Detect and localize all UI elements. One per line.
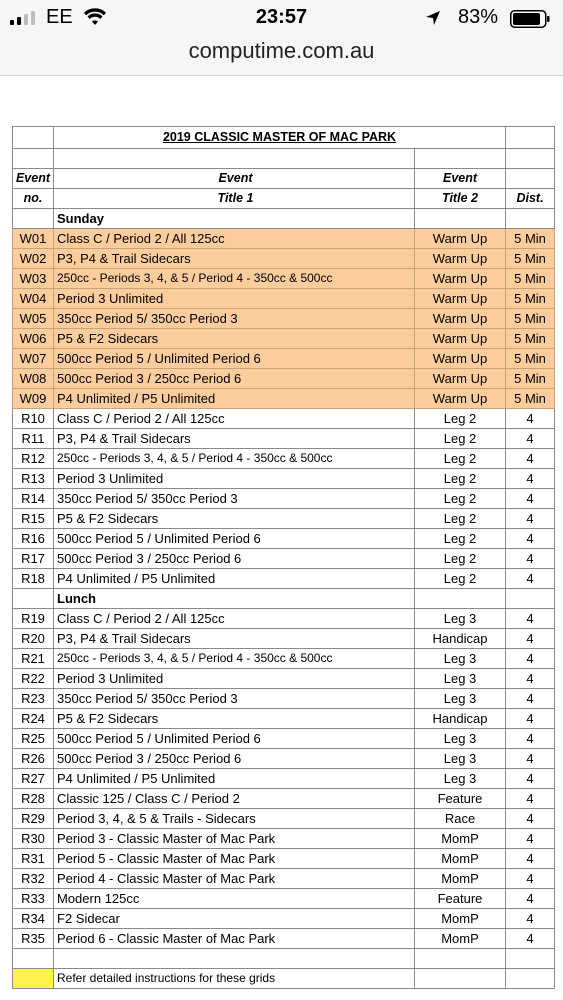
table-title: 2019 CLASSIC MASTER OF MAC PARK — [54, 127, 506, 149]
event-number-cell: R10 — [13, 409, 54, 429]
event-number-cell: R35 — [13, 929, 54, 949]
event-title2-cell: Warm Up — [415, 369, 506, 389]
event-title1-cell: Modern 125cc — [54, 889, 415, 909]
event-title1-cell: Period 3 Unlimited — [54, 289, 415, 309]
event-distance-cell: 4 — [506, 609, 555, 629]
event-number-cell: W01 — [13, 229, 54, 249]
event-number-cell: R30 — [13, 829, 54, 849]
header-title1: Event — [54, 169, 415, 189]
event-distance-cell: 4 — [506, 629, 555, 649]
event-title1-cell: P5 & F2 Sidecars — [54, 329, 415, 349]
event-number-cell: R18 — [13, 569, 54, 589]
battery-icon — [510, 10, 550, 28]
event-number-cell: R16 — [13, 529, 54, 549]
event-number-cell: R12 — [13, 449, 54, 469]
event-title2-cell: Leg 3 — [415, 669, 506, 689]
status-bar — [0, 0, 563, 36]
table-row — [13, 509, 555, 529]
event-title1-cell: 500cc Period 3 / 250cc Period 6 — [54, 549, 415, 569]
event-title1-cell: 500cc Period 3 / 250cc Period 6 — [54, 749, 415, 769]
table-row — [13, 669, 555, 689]
event-title2-cell: Leg 2 — [415, 489, 506, 509]
event-number-cell: W08 — [13, 369, 54, 389]
event-number-cell: W07 — [13, 349, 54, 369]
table-row — [13, 569, 555, 589]
event-number-cell: W03 — [13, 269, 54, 289]
event-distance-cell: 5 Min — [506, 289, 555, 309]
table-row — [13, 809, 555, 829]
header-title2: Event — [415, 169, 506, 189]
table-row — [13, 249, 555, 269]
blank-row — [13, 149, 555, 169]
event-title1-cell: F2 Sidecar — [54, 909, 415, 929]
event-distance-cell: 5 Min — [506, 369, 555, 389]
event-title1-cell: Period 5 - Classic Master of Mac Park — [54, 849, 415, 869]
event-distance-cell: 5 Min — [506, 389, 555, 409]
legend-text: Refer detailed instructions for these grids — [54, 969, 415, 989]
event-title2-cell: Warm Up — [415, 289, 506, 309]
table-row — [13, 649, 555, 669]
event-number-cell: R34 — [13, 909, 54, 929]
event-title2-cell: Leg 3 — [415, 729, 506, 749]
event-number-cell: W05 — [13, 309, 54, 329]
legend-color-swatch — [13, 969, 54, 989]
event-title1-cell: P3, P4 & Trail Sidecars — [54, 629, 415, 649]
event-title1-cell: 250cc - Periods 3, 4, & 5 / Period 4 - 350cc & 500cc — [54, 269, 415, 289]
event-distance-cell: 4 — [506, 429, 555, 449]
event-distance-cell: 4 — [506, 489, 555, 509]
header-event-no: Event — [13, 169, 54, 189]
event-number-cell: R17 — [13, 549, 54, 569]
event-title1-cell: Class C / Period 2 / All 125cc — [54, 409, 415, 429]
event-title1-cell: 500cc Period 5 / Unlimited Period 6 — [54, 349, 415, 369]
section-row-lunch — [13, 589, 555, 609]
event-title1-cell: Period 3 Unlimited — [54, 669, 415, 689]
event-distance-cell: 4 — [506, 529, 555, 549]
event-title1-cell: 250cc - Periods 3, 4, & 5 / Period 4 - 350cc & 500cc — [54, 449, 415, 469]
table-row — [13, 229, 555, 249]
event-title1-cell: P5 & F2 Sidecars — [54, 709, 415, 729]
header-row-2 — [13, 189, 555, 209]
event-distance-cell: 4 — [506, 929, 555, 949]
event-distance-cell: 4 — [506, 729, 555, 749]
event-title1-cell: 500cc Period 5 / Unlimited Period 6 — [54, 729, 415, 749]
location-arrow-icon — [425, 10, 441, 26]
blank-row — [13, 949, 555, 969]
table-row — [13, 449, 555, 469]
event-title2-cell: Leg 3 — [415, 769, 506, 789]
event-title2-cell: Warm Up — [415, 269, 506, 289]
event-number-cell: R14 — [13, 489, 54, 509]
event-number-cell: R21 — [13, 649, 54, 669]
table-row — [13, 709, 555, 729]
event-distance-cell: 4 — [506, 649, 555, 669]
event-number-cell: R15 — [13, 509, 54, 529]
event-title1-cell: Class C / Period 2 / All 125cc — [54, 229, 415, 249]
event-distance-cell: 5 Min — [506, 329, 555, 349]
table-row — [13, 909, 555, 929]
event-title1-cell: P4 Unlimited / P5 Unlimited — [54, 769, 415, 789]
event-title2-cell: Leg 2 — [415, 569, 506, 589]
event-number-cell: R20 — [13, 629, 54, 649]
header-dist: Dist. — [506, 189, 555, 209]
event-title2-cell: Leg 2 — [415, 509, 506, 529]
event-title1-cell: Period 3 Unlimited — [54, 469, 415, 489]
event-title2-cell: Warm Up — [415, 249, 506, 269]
header-title2-2: Title 2 — [415, 189, 506, 209]
event-title1-cell: Period 6 - Classic Master of Mac Park — [54, 929, 415, 949]
section-row-lunch-label: Lunch — [54, 589, 415, 609]
event-distance-cell: 4 — [506, 509, 555, 529]
event-number-cell: R33 — [13, 889, 54, 909]
event-title2-cell: Leg 3 — [415, 609, 506, 629]
table-row — [13, 369, 555, 389]
event-title2-cell: Leg 3 — [415, 649, 506, 669]
event-number-cell: R22 — [13, 669, 54, 689]
event-number-cell: R27 — [13, 769, 54, 789]
header-title1-2: Title 1 — [54, 189, 415, 209]
event-title1-cell: Period 3 - Classic Master of Mac Park — [54, 829, 415, 849]
event-title2-cell: MomP — [415, 849, 506, 869]
event-distance-cell: 4 — [506, 849, 555, 869]
event-number-cell: R23 — [13, 689, 54, 709]
table-row — [13, 529, 555, 549]
table-title-row — [13, 127, 555, 149]
event-number-cell: R11 — [13, 429, 54, 449]
legend-row — [13, 969, 555, 989]
table-row — [13, 549, 555, 569]
table-row — [13, 749, 555, 769]
event-title1-cell: 500cc Period 3 / 250cc Period 6 — [54, 369, 415, 389]
event-number-cell: R13 — [13, 469, 54, 489]
event-title2-cell: Leg 3 — [415, 689, 506, 709]
event-title1-cell: Period 3, 4, & 5 & Trails - Sidecars — [54, 809, 415, 829]
schedule-sheet — [12, 126, 554, 989]
event-distance-cell: 5 Min — [506, 349, 555, 369]
event-number-cell: R26 — [13, 749, 54, 769]
event-distance-cell: 4 — [506, 409, 555, 429]
event-number-cell: R25 — [13, 729, 54, 749]
event-title2-cell: Leg 2 — [415, 549, 506, 569]
table-row — [13, 329, 555, 349]
event-distance-cell: 5 Min — [506, 309, 555, 329]
event-title2-cell: MomP — [415, 829, 506, 849]
event-distance-cell: 4 — [506, 689, 555, 709]
event-title1-cell: 250cc - Periods 3, 4, & 5 / Period 4 - 350cc & 500cc — [54, 649, 415, 669]
event-distance-cell: 4 — [506, 749, 555, 769]
table-row — [13, 269, 555, 289]
event-schedule-table — [12, 126, 555, 989]
event-title2-cell: Leg 2 — [415, 529, 506, 549]
table-row — [13, 489, 555, 509]
event-number-cell: W09 — [13, 389, 54, 409]
table-row — [13, 469, 555, 489]
table-row — [13, 789, 555, 809]
table-row — [13, 729, 555, 749]
event-distance-cell: 5 Min — [506, 269, 555, 289]
event-title2-cell: Feature — [415, 789, 506, 809]
table-row — [13, 769, 555, 789]
event-title2-cell: Warm Up — [415, 389, 506, 409]
header-row-1 — [13, 169, 555, 189]
battery-percentage: 83% — [458, 6, 499, 28]
event-title2-cell: Leg 3 — [415, 749, 506, 769]
event-title1-cell: 350cc Period 5/ 350cc Period 3 — [54, 489, 415, 509]
event-title2-cell: Warm Up — [415, 329, 506, 349]
event-number-cell: W06 — [13, 329, 54, 349]
event-title2-cell: MomP — [415, 929, 506, 949]
table-row — [13, 409, 555, 429]
event-number-cell: R28 — [13, 789, 54, 809]
event-distance-cell: 4 — [506, 869, 555, 889]
table-row — [13, 389, 555, 409]
event-title2-cell: Warm Up — [415, 229, 506, 249]
event-title2-cell: Handicap — [415, 709, 506, 729]
event-title1-cell: 350cc Period 5/ 350cc Period 3 — [54, 689, 415, 709]
event-distance-cell: 4 — [506, 889, 555, 909]
table-row — [13, 929, 555, 949]
table-row — [13, 429, 555, 449]
section-row-sunday — [13, 209, 555, 229]
event-title2-cell: MomP — [415, 909, 506, 929]
table-row — [13, 309, 555, 329]
section-label-sunday: Sunday — [54, 209, 415, 229]
table-row — [13, 349, 555, 369]
browser-top-bar — [0, 0, 563, 76]
table-row — [13, 629, 555, 649]
event-number-cell: W02 — [13, 249, 54, 269]
event-title1-cell: P5 & F2 Sidecars — [54, 509, 415, 529]
table-row — [13, 849, 555, 869]
event-title2-cell: Leg 2 — [415, 409, 506, 429]
event-title1-cell: P3, P4 & Trail Sidecars — [54, 429, 415, 449]
event-title2-cell: Warm Up — [415, 349, 506, 369]
event-distance-cell: 4 — [506, 549, 555, 569]
table-row — [13, 609, 555, 629]
event-title2-cell: Handicap — [415, 629, 506, 649]
event-distance-cell: 4 — [506, 909, 555, 929]
header-event-no-2: no. — [13, 189, 54, 209]
event-number-cell: R29 — [13, 809, 54, 829]
event-title2-cell: Leg 2 — [415, 429, 506, 449]
event-number-cell: R24 — [13, 709, 54, 729]
event-number-cell: R32 — [13, 869, 54, 889]
address-bar-url[interactable]: computime.com.au — [188, 38, 375, 63]
event-distance-cell: 5 Min — [506, 249, 555, 269]
event-number-cell: W04 — [13, 289, 54, 309]
event-title1-cell: 500cc Period 5 / Unlimited Period 6 — [54, 529, 415, 549]
carrier-name: EE — [46, 6, 73, 28]
event-distance-cell: 4 — [506, 449, 555, 469]
event-title1-cell: Period 4 - Classic Master of Mac Park — [54, 869, 415, 889]
event-distance-cell: 5 Min — [506, 229, 555, 249]
event-title1-cell: P4 Unlimited / P5 Unlimited — [54, 389, 415, 409]
event-title1-cell: 350cc Period 5/ 350cc Period 3 — [54, 309, 415, 329]
event-title2-cell: Leg 2 — [415, 449, 506, 469]
table-row — [13, 829, 555, 849]
event-distance-cell: 4 — [506, 769, 555, 789]
event-title2-cell: Leg 2 — [415, 469, 506, 489]
table-row — [13, 289, 555, 309]
table-row — [13, 869, 555, 889]
status-time: 23:57 — [255, 6, 308, 28]
event-title1-cell: P4 Unlimited / P5 Unlimited — [54, 569, 415, 589]
event-number-cell: R31 — [13, 849, 54, 869]
event-number-cell: R19 — [13, 609, 54, 629]
event-distance-cell: 4 — [506, 809, 555, 829]
event-title1-cell: P3, P4 & Trail Sidecars — [54, 249, 415, 269]
event-title2-cell: Race — [415, 809, 506, 829]
event-title1-cell: Class C / Period 2 / All 125cc — [54, 609, 415, 629]
event-title2-cell: Warm Up — [415, 309, 506, 329]
event-distance-cell: 4 — [506, 669, 555, 689]
table-row — [13, 889, 555, 909]
event-title1-cell: Classic 125 / Class C / Period 2 — [54, 789, 415, 809]
event-distance-cell: 4 — [506, 469, 555, 489]
event-distance-cell: 4 — [506, 569, 555, 589]
event-distance-cell: 4 — [506, 709, 555, 729]
event-distance-cell: 4 — [506, 829, 555, 849]
event-title2-cell: Feature — [415, 889, 506, 909]
table-row — [13, 689, 555, 709]
event-distance-cell: 4 — [506, 789, 555, 809]
event-title2-cell: MomP — [415, 869, 506, 889]
